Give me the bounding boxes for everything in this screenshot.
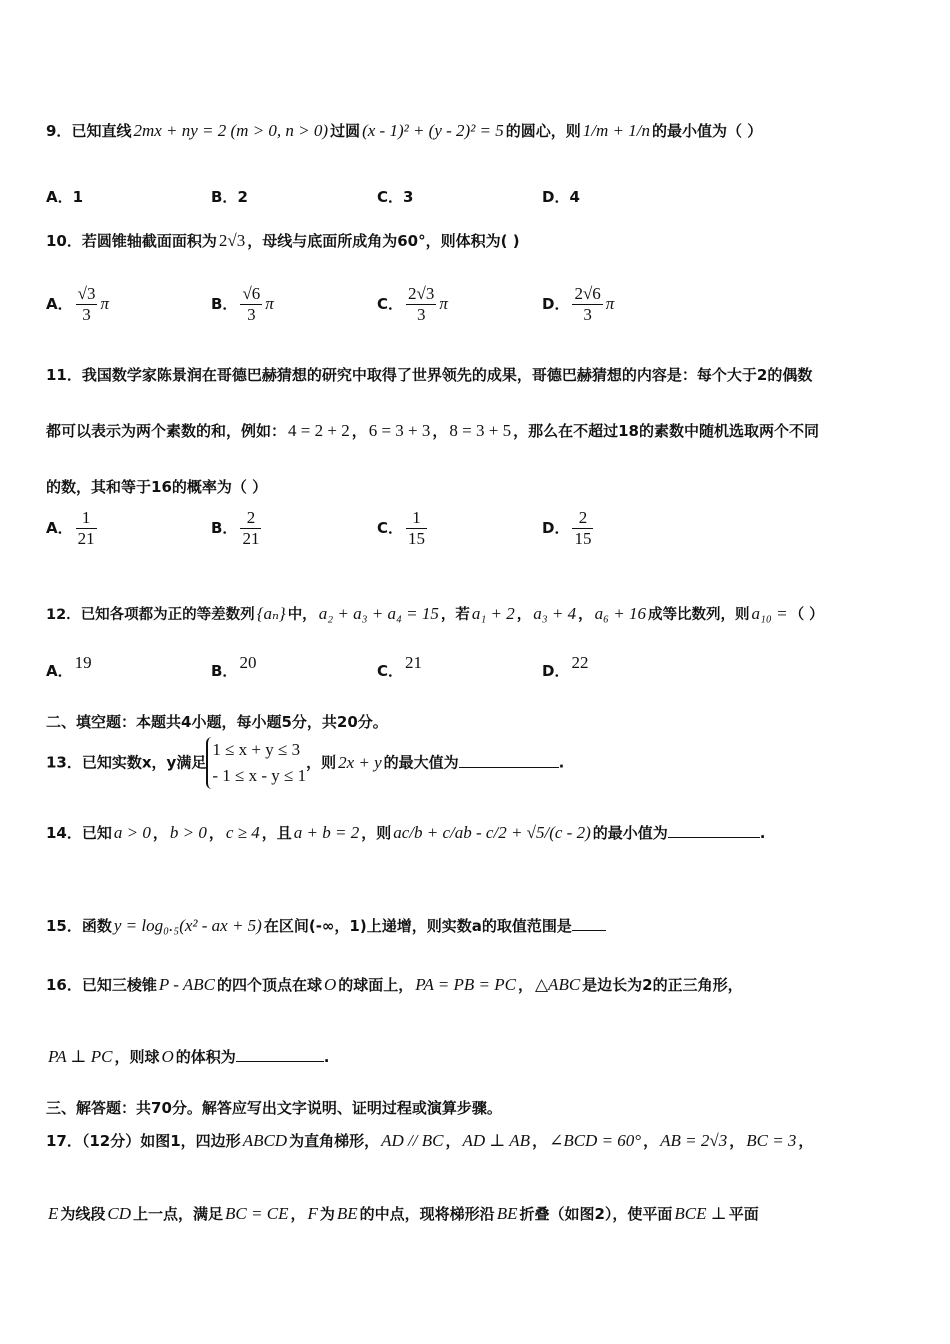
fold-line: BE bbox=[496, 1204, 518, 1223]
separator: ， bbox=[729, 1132, 745, 1150]
q11-option-a[interactable] bbox=[46, 508, 100, 549]
point-e: E bbox=[48, 1204, 59, 1223]
q17-line-2 bbox=[46, 1203, 759, 1224]
q11-text-3: 的数，其和等于16的概率为（ ） bbox=[46, 478, 268, 496]
example-2: 6 = 3 + 3 bbox=[368, 421, 431, 440]
q16-text-3: 的球面上， bbox=[338, 976, 414, 994]
q16-text-1: 已知三棱锥 bbox=[81, 976, 157, 994]
numerator: 2√6 bbox=[574, 284, 601, 303]
option-value: 21 bbox=[405, 653, 423, 672]
q11-text-2b: ，那么在不超过18的素数中随机选取两个不同 bbox=[513, 422, 819, 440]
pyramid-label: P - ABC bbox=[158, 975, 215, 994]
option-label: B． bbox=[211, 295, 238, 313]
option-label: A． bbox=[46, 519, 73, 537]
denominator: 3 bbox=[82, 305, 91, 324]
period: . bbox=[558, 753, 565, 772]
q14-text-2: ，且 bbox=[261, 824, 292, 842]
numerator: 1 bbox=[76, 508, 97, 529]
target-expression: ac/b + c/ab - c/2 + √5/(c - 2) bbox=[393, 823, 591, 842]
option-label: C． bbox=[377, 662, 404, 680]
q9-text-4: 的最小值为（ ） bbox=[652, 122, 763, 140]
relation-3: ∠BCD = 60° bbox=[549, 1131, 642, 1150]
denominator: 3 bbox=[247, 305, 256, 324]
separator: ， bbox=[290, 1205, 306, 1223]
question-16 bbox=[46, 974, 743, 995]
example-3: 8 = 3 + 5 bbox=[449, 421, 512, 440]
option-fraction bbox=[76, 508, 97, 549]
line-equation: 2mx + ny = 2 (m > 0, n > 0) bbox=[133, 121, 329, 140]
question-14 bbox=[46, 822, 765, 843]
option-label: D． bbox=[542, 188, 570, 206]
q9-text-2: 过圆 bbox=[330, 122, 361, 140]
option-label: D． bbox=[542, 662, 570, 680]
option-label: A． bbox=[46, 188, 73, 206]
q10-option-c[interactable] bbox=[377, 284, 448, 325]
question-number: 11． bbox=[46, 366, 82, 384]
target-term: a₁₀ = bbox=[751, 604, 788, 623]
section-2-heading: 二、填空题：本题共4小题，每小题5分，共20分。 bbox=[46, 713, 388, 731]
q10-option-d[interactable] bbox=[542, 284, 614, 325]
numerator: 2√3 bbox=[408, 284, 435, 303]
objective-expression: 2x + y bbox=[338, 752, 382, 772]
question-11 bbox=[46, 364, 812, 385]
relation-5: BC = 3 bbox=[746, 1131, 797, 1150]
section-3-heading: 三、解答题：共70分。解答应写出文字说明、证明过程或演算步骤。 bbox=[46, 1099, 502, 1117]
option-label: B． bbox=[211, 188, 238, 206]
q9-option-b[interactable] bbox=[211, 186, 248, 207]
option-fraction bbox=[406, 284, 436, 325]
denominator: 15 bbox=[408, 529, 426, 548]
q10-text-1: 若圆锥轴截面面积为 bbox=[81, 232, 217, 250]
q16-text-5: ，则球 bbox=[114, 1048, 160, 1066]
option-label: C． bbox=[377, 295, 404, 313]
inequality-system bbox=[206, 737, 306, 789]
option-label: D． bbox=[542, 519, 570, 537]
q12-text-3: ，若 bbox=[440, 607, 470, 623]
separator: ， bbox=[578, 607, 593, 623]
q15-text-2: 在区间(-∞，1)上递增，则实数a的取值范围是 bbox=[263, 917, 572, 935]
q11-text-2a: 都可以表示为两个素数的和，例如： bbox=[46, 422, 287, 440]
option-label: C． bbox=[377, 519, 404, 537]
q11-line-2 bbox=[46, 420, 819, 441]
q11-option-b[interactable] bbox=[211, 508, 264, 549]
question-12 bbox=[46, 603, 824, 624]
q10-option-b[interactable] bbox=[211, 284, 274, 325]
numerator: 1 bbox=[406, 508, 427, 529]
q13-text-3: 的最大值为 bbox=[383, 753, 459, 772]
triangle-label: △ABC bbox=[534, 975, 581, 994]
option-fraction bbox=[406, 508, 427, 549]
q17-text-3: 为线段 bbox=[60, 1205, 106, 1223]
q17-text-8: 平面 bbox=[728, 1205, 759, 1223]
relation-2: AD ⊥ AB bbox=[462, 1131, 531, 1150]
question-number: 16． bbox=[46, 976, 82, 994]
q16-text-6: 的体积为 bbox=[175, 1048, 236, 1066]
answer-blank[interactable] bbox=[236, 1047, 324, 1062]
geo-term-1: a₁ + 2 bbox=[471, 604, 515, 623]
q14-text-3: ，则 bbox=[361, 824, 392, 842]
q12-text-1: 已知各项都为正的等差数列 bbox=[80, 607, 255, 623]
relation-1: AD // BC bbox=[381, 1131, 444, 1150]
q10-text-2: ，母线与底面所成角为60°，则体积为( ) bbox=[247, 232, 520, 250]
q17-text-4: 上一点，满足 bbox=[133, 1205, 224, 1223]
option-label: A． bbox=[46, 662, 73, 680]
option-value: 20 bbox=[239, 653, 257, 672]
condition-3: c ≥ 4 bbox=[225, 823, 260, 842]
q17-text-1: （12分）如图1，四边形 bbox=[81, 1132, 241, 1150]
numerator: √6 bbox=[242, 284, 261, 303]
numerator: 2 bbox=[572, 508, 593, 529]
separator: ， bbox=[152, 824, 168, 842]
area-value: 2√3 bbox=[218, 231, 246, 250]
question-number: 9． bbox=[46, 122, 72, 140]
log-function: y = log₀.₅(x² - ax + 5) bbox=[113, 916, 262, 935]
option-label: D． bbox=[542, 295, 570, 313]
sphere-center: O bbox=[161, 1047, 174, 1066]
question-number: 15． bbox=[46, 917, 82, 935]
separator: ， bbox=[798, 1132, 814, 1150]
option-label: B． bbox=[211, 519, 238, 537]
denominator: 15 bbox=[574, 529, 592, 548]
option-fraction bbox=[76, 284, 98, 325]
separator: ， bbox=[432, 422, 448, 440]
condition-4: a + b = 2 bbox=[293, 823, 360, 842]
denominator: 3 bbox=[583, 305, 592, 324]
circle-equation: (x - 1)² + (y - 2)² = 5 bbox=[362, 121, 504, 140]
q14-text-1: 已知 bbox=[81, 824, 112, 842]
q12-text-4: 成等比数列，则 bbox=[648, 607, 750, 623]
period: . bbox=[759, 824, 766, 842]
q12-option-c[interactable] bbox=[377, 653, 424, 681]
q11-option-c[interactable] bbox=[377, 508, 430, 549]
q11-line-3 bbox=[46, 476, 267, 497]
pi-symbol: π bbox=[100, 294, 109, 313]
q17-text-7: 折叠（如图2），使平面 bbox=[519, 1205, 673, 1223]
segment-cd: CD bbox=[107, 1204, 132, 1223]
segment-be: BE bbox=[336, 1204, 358, 1223]
plane-relation: BCE ⊥ bbox=[674, 1204, 727, 1223]
edge-equation: PA = PB = PC bbox=[415, 975, 516, 994]
q12-text-5: （ ） bbox=[789, 607, 824, 623]
question-number: 14． bbox=[46, 824, 82, 842]
option-fraction bbox=[240, 284, 262, 325]
answer-blank[interactable] bbox=[459, 753, 559, 768]
q14-text-4: 的最小值为 bbox=[592, 824, 668, 842]
answer-blank[interactable] bbox=[572, 916, 606, 931]
target-expression: 1/m + 1/n bbox=[582, 121, 650, 140]
option-fraction bbox=[240, 508, 261, 549]
question-number: 10． bbox=[46, 232, 82, 250]
sequence: {aₙ} bbox=[256, 604, 286, 623]
point-f: F bbox=[307, 1204, 318, 1223]
q9-text-1: 已知直线 bbox=[71, 122, 132, 140]
q13-text-2: ，则 bbox=[306, 753, 337, 772]
denominator: 21 bbox=[77, 529, 95, 548]
q10-option-a[interactable] bbox=[46, 284, 109, 325]
option-label: A． bbox=[46, 295, 73, 313]
equal-condition: BC = CE bbox=[225, 1204, 289, 1223]
q9-text-3: 的圆心，则 bbox=[505, 122, 581, 140]
q12-option-a[interactable] bbox=[46, 653, 94, 681]
denominator: 21 bbox=[242, 529, 260, 548]
numerator: 2 bbox=[240, 508, 261, 529]
separator: ， bbox=[208, 824, 224, 842]
question-number: 12． bbox=[46, 607, 81, 623]
answer-blank[interactable] bbox=[668, 823, 760, 838]
question-9 bbox=[46, 120, 762, 141]
numerator: √3 bbox=[77, 284, 96, 303]
option-value: 22 bbox=[571, 653, 589, 672]
pi-symbol: π bbox=[265, 294, 274, 313]
option-value: 2 bbox=[237, 188, 248, 206]
q17-text-5: 为 bbox=[319, 1205, 335, 1223]
option-value: 4 bbox=[569, 188, 580, 206]
q12-text-2: 中， bbox=[287, 607, 317, 623]
separator: ， bbox=[445, 1132, 461, 1150]
separator: ， bbox=[351, 422, 367, 440]
pi-symbol: π bbox=[605, 294, 615, 313]
condition-1: a > 0 bbox=[113, 823, 151, 842]
condition-2: b > 0 bbox=[169, 823, 207, 842]
separator: ， bbox=[643, 1132, 659, 1150]
separator: ， bbox=[532, 1132, 548, 1150]
question-17 bbox=[46, 1130, 813, 1151]
geo-term-2: a₃ + 4 bbox=[533, 604, 577, 623]
q9-option-d[interactable] bbox=[542, 186, 580, 207]
option-value: 1 bbox=[72, 188, 84, 206]
q12-option-d[interactable] bbox=[542, 653, 590, 681]
separator: ， bbox=[516, 607, 532, 623]
option-label: C． bbox=[377, 188, 404, 206]
constraint-1: 1 ≤ x + y ≤ 3 bbox=[212, 740, 301, 759]
q11-option-d[interactable] bbox=[542, 508, 596, 549]
q9-option-c[interactable] bbox=[377, 186, 413, 207]
option-fraction bbox=[572, 284, 602, 325]
q9-option-a[interactable] bbox=[46, 186, 83, 207]
separator: ， bbox=[517, 976, 533, 994]
perpendicular-condition: PA ⊥ PC bbox=[48, 1047, 113, 1066]
geo-term-3: a₆ + 16 bbox=[594, 604, 647, 623]
q15-text-1: 函数 bbox=[81, 917, 112, 935]
q16-line-2 bbox=[46, 1046, 330, 1067]
option-label: B． bbox=[211, 662, 238, 680]
period: . bbox=[323, 1048, 330, 1066]
question-number: 13． bbox=[46, 753, 82, 772]
question-10 bbox=[46, 230, 520, 251]
question-number: 17． bbox=[46, 1132, 82, 1150]
q17-text-2: 为直角梯形， bbox=[289, 1132, 380, 1150]
pi-symbol: π bbox=[439, 294, 448, 313]
sum-equation: a₂ + a₃ + a₄ = 15 bbox=[318, 604, 439, 623]
option-fraction bbox=[572, 508, 593, 549]
constraint-2: - 1 ≤ x - y ≤ 1 bbox=[212, 766, 307, 785]
q11-line-1: 我国数学家陈景润在哥德巴赫猜想的研究中取得了世界领先的成果，哥德巴赫猜想的内容是：每个大于2的偶数 bbox=[81, 366, 813, 384]
question-13 bbox=[46, 737, 564, 789]
option-value: 3 bbox=[403, 188, 414, 206]
example-1: 4 = 2 + 2 bbox=[288, 421, 350, 440]
denominator: 3 bbox=[416, 305, 426, 324]
q17-text-6: 的中点，现将梯形沿 bbox=[359, 1205, 495, 1223]
relation-4: AB = 2√3 bbox=[660, 1131, 728, 1150]
q12-option-b[interactable] bbox=[211, 653, 258, 681]
q16-text-2: 的四个顶点在球 bbox=[216, 976, 322, 994]
sphere-center: O bbox=[323, 975, 337, 994]
q16-text-4: 是边长为2的正三角形， bbox=[582, 976, 743, 994]
option-value: 19 bbox=[74, 653, 92, 672]
quadrilateral-label: ABCD bbox=[242, 1131, 288, 1150]
question-15 bbox=[46, 915, 606, 936]
q13-text-1: 已知实数x，y满足 bbox=[81, 753, 207, 772]
